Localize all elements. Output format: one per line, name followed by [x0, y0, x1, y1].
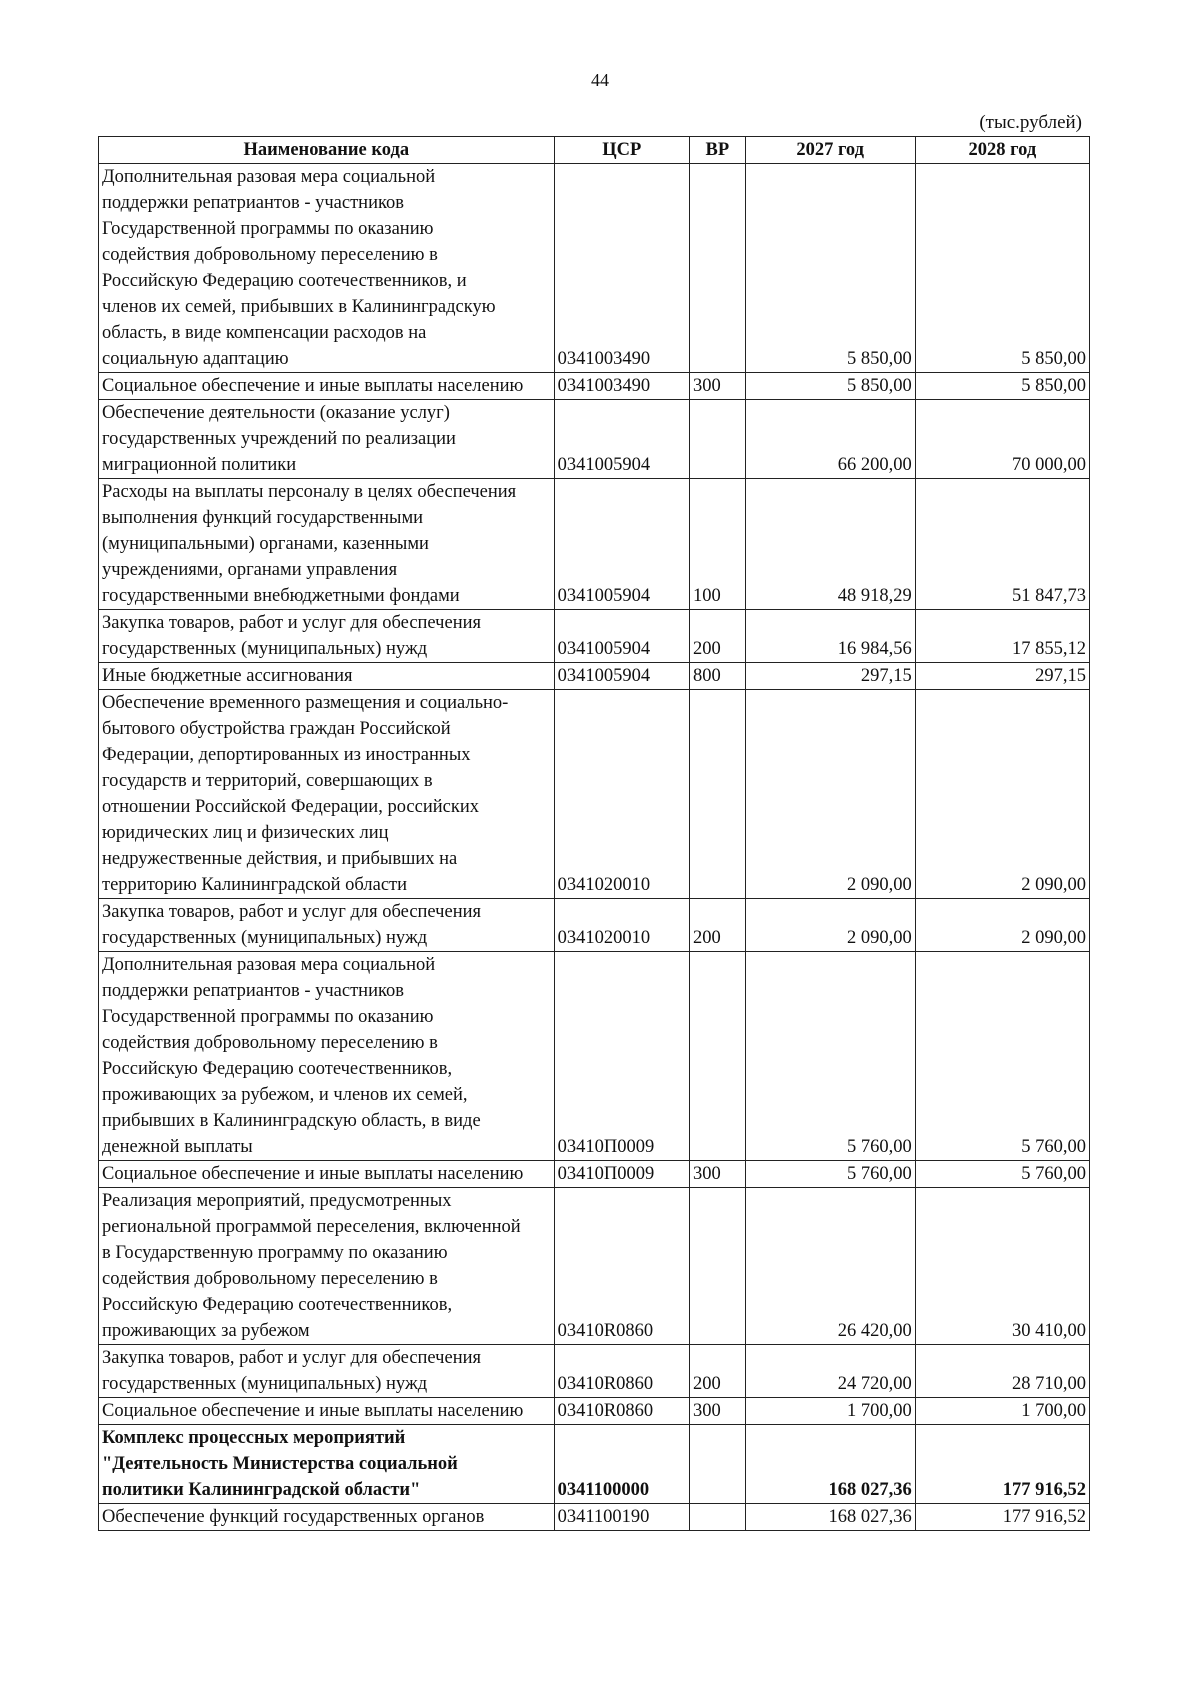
cell-vr: 300 — [690, 1398, 746, 1425]
cell-csr: 0341020010 — [554, 690, 689, 899]
cell-2027: 5 850,00 — [745, 164, 915, 373]
cell-2027: 297,15 — [745, 663, 915, 690]
cell-2027: 48 918,29 — [745, 479, 915, 610]
cell-csr: 03410П0009 — [554, 952, 689, 1161]
table-row — [99, 1504, 1090, 1531]
cell-2027: 5 760,00 — [745, 952, 915, 1161]
cell-name: Обеспечение функций государственных органов — [99, 1504, 555, 1531]
table-row — [99, 1345, 1090, 1398]
cell-name: Закупка товаров, работ и услуг для обеспечения государственных (муниципальных) нужд — [99, 899, 555, 952]
table-row — [99, 663, 1090, 690]
cell-2027: 1 700,00 — [745, 1398, 915, 1425]
table-header-row — [99, 137, 1090, 164]
header-vr: ВР — [690, 137, 746, 164]
cell-vr — [690, 400, 746, 479]
table-row — [99, 400, 1090, 479]
cell-csr: 03410R0860 — [554, 1188, 689, 1345]
table-body — [99, 164, 1090, 1531]
cell-csr: 0341003490 — [554, 373, 689, 400]
cell-2027: 16 984,56 — [745, 610, 915, 663]
cell-vr: 300 — [690, 373, 746, 400]
cell-vr — [690, 1188, 746, 1345]
cell-csr: 0341003490 — [554, 164, 689, 373]
cell-name: Расходы на выплаты персоналу в целях обеспечения выполнения функций государственными (муниципальными) органами, казенными учреждениями, органами управления государственными внебюджетными фондами — [99, 479, 555, 610]
table-row — [99, 690, 1090, 899]
cell-2028: 297,15 — [915, 663, 1089, 690]
header-csr: ЦСР — [554, 137, 689, 164]
cell-csr: 0341005904 — [554, 610, 689, 663]
cell-vr: 300 — [690, 1161, 746, 1188]
cell-name: Закупка товаров, работ и услуг для обеспечения государственных (муниципальных) нужд — [99, 1345, 555, 1398]
cell-csr: 03410П0009 — [554, 1161, 689, 1188]
cell-name: Дополнительная разовая мера социальной поддержки репатриантов - участников Государственной программы по оказанию содействия добровольному переселению в Российскую Федерацию соотечественников, и членов их семей, прибывших в Калининградскую область, в виде компенсации расходов на социальную адаптацию — [99, 164, 555, 373]
units-label: (тыс.рублей) — [979, 112, 1082, 133]
cell-vr: 200 — [690, 1345, 746, 1398]
cell-2027: 24 720,00 — [745, 1345, 915, 1398]
table-row — [99, 952, 1090, 1161]
table-row — [99, 479, 1090, 610]
cell-name: Обеспечение временного размещения и социально- бытового обустройства граждан Российской Федерации, депортированных из иностранных государств и территорий, совершающих в отношении Российской Федерации, российских юридических лиц и физических лиц недружественные действия, и прибывших на территорию Калининградской области — [99, 690, 555, 899]
table-row — [99, 373, 1090, 400]
cell-vr — [690, 952, 746, 1161]
page-number: 44 — [591, 70, 609, 90]
table-row — [99, 1188, 1090, 1345]
cell-csr: 0341005904 — [554, 663, 689, 690]
cell-name: Дополнительная разовая мера социальной поддержки репатриантов - участников Государственной программы по оказанию содействия добровольному переселению в Российскую Федерацию соотечественников, проживающих за рубежом, и членов их семей, прибывших в Калининградскую область, в виде денежной выплаты — [99, 952, 555, 1161]
cell-csr: 0341020010 — [554, 899, 689, 952]
cell-2027: 26 420,00 — [745, 1188, 915, 1345]
cell-2028: 30 410,00 — [915, 1188, 1089, 1345]
table-row — [99, 610, 1090, 663]
cell-name: Обеспечение деятельности (оказание услуг) государственных учреждений по реализации миграционной политики — [99, 400, 555, 479]
cell-csr: 0341005904 — [554, 479, 689, 610]
cell-name: Социальное обеспечение и иные выплаты населению — [99, 1161, 555, 1188]
cell-name: Социальное обеспечение и иные выплаты населению — [99, 373, 555, 400]
table-row — [99, 899, 1090, 952]
cell-csr: 03410R0860 — [554, 1398, 689, 1425]
cell-2028: 28 710,00 — [915, 1345, 1089, 1398]
table-row — [99, 164, 1090, 373]
cell-vr: 800 — [690, 663, 746, 690]
cell-2027: 5 850,00 — [745, 373, 915, 400]
cell-csr: 0341100000 — [554, 1425, 689, 1504]
table-row — [99, 1425, 1090, 1504]
cell-2027: 168 027,36 — [745, 1425, 915, 1504]
cell-name: Иные бюджетные ассигнования — [99, 663, 555, 690]
cell-2028: 1 700,00 — [915, 1398, 1089, 1425]
cell-2027: 2 090,00 — [745, 899, 915, 952]
cell-2027: 168 027,36 — [745, 1504, 915, 1531]
header-2028: 2028 год — [915, 137, 1089, 164]
cell-2028: 177 916,52 — [915, 1425, 1089, 1504]
header-2027: 2027 год — [745, 137, 915, 164]
cell-vr: 100 — [690, 479, 746, 610]
cell-2028: 51 847,73 — [915, 479, 1089, 610]
cell-vr — [690, 164, 746, 373]
table-row — [99, 1398, 1090, 1425]
cell-name: Комплекс процессных мероприятий "Деятельность Министерства социальной политики Калининградской области" — [99, 1425, 555, 1504]
cell-2028: 70 000,00 — [915, 400, 1089, 479]
table-row — [99, 1161, 1090, 1188]
cell-2028: 5 760,00 — [915, 1161, 1089, 1188]
cell-name: Закупка товаров, работ и услуг для обеспечения государственных (муниципальных) нужд — [99, 610, 555, 663]
cell-2028: 5 760,00 — [915, 952, 1089, 1161]
cell-2028: 5 850,00 — [915, 373, 1089, 400]
budget-table — [98, 136, 1090, 1531]
cell-csr: 0341005904 — [554, 400, 689, 479]
cell-vr — [690, 1425, 746, 1504]
cell-csr: 03410R0860 — [554, 1345, 689, 1398]
cell-2028: 5 850,00 — [915, 164, 1089, 373]
cell-2028: 17 855,12 — [915, 610, 1089, 663]
cell-name: Реализация мероприятий, предусмотренных региональной программой переселения, включенной в Государственную программу по оказанию содействия добровольному переселению в Российскую Федерацию соотечественников, проживающих за рубежом — [99, 1188, 555, 1345]
cell-2028: 2 090,00 — [915, 899, 1089, 952]
cell-2027: 2 090,00 — [745, 690, 915, 899]
cell-2028: 177 916,52 — [915, 1504, 1089, 1531]
cell-csr: 0341100190 — [554, 1504, 689, 1531]
cell-vr — [690, 690, 746, 899]
cell-vr: 200 — [690, 610, 746, 663]
cell-2027: 5 760,00 — [745, 1161, 915, 1188]
cell-name: Социальное обеспечение и иные выплаты населению — [99, 1398, 555, 1425]
cell-2028: 2 090,00 — [915, 690, 1089, 899]
header-name: Наименование кода — [99, 137, 555, 164]
cell-2027: 66 200,00 — [745, 400, 915, 479]
cell-vr — [690, 1504, 746, 1531]
cell-vr: 200 — [690, 899, 746, 952]
